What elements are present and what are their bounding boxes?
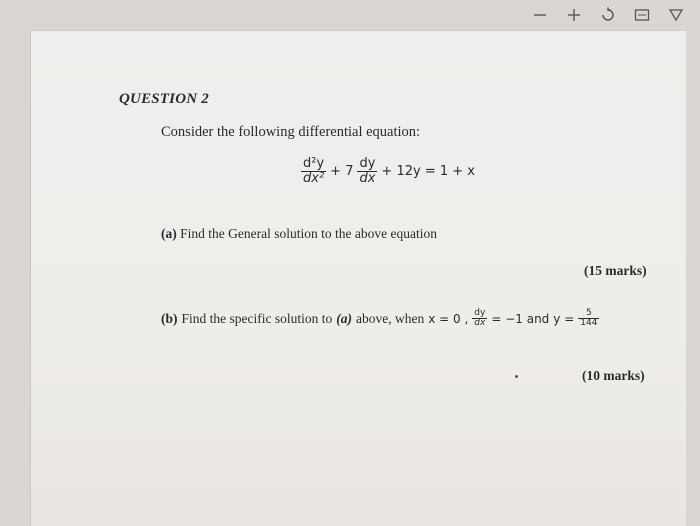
part-b [161,309,599,329]
part-a-text: Find the General solution to the above equation [180,226,437,241]
second-derivative-fraction [301,157,326,185]
plus-icon[interactable] [564,5,584,25]
equation-operator: + 7 [330,163,354,179]
toolbar [0,0,700,30]
dydx-fraction [472,309,487,329]
fraction-denominator: dx [359,170,376,186]
fraction-numerator: d²y [303,156,325,171]
fraction-denominator: 144 [580,318,598,329]
part-b-label: (b) [161,310,178,326]
part-b-marks: (10 marks) [582,368,645,383]
frame-icon[interactable] [632,5,652,25]
fraction-denominator: dx² [303,170,325,186]
part-a [161,226,437,242]
part-b-ref: (a) [336,310,352,326]
question-intro: Consider the following differential equation: [161,124,421,140]
part-a-marks: (15 marks) [584,263,647,278]
fraction-numerator: dy [474,308,486,318]
part-a-label: (a) [161,226,177,241]
part-b-text-mid: above, when [356,310,425,326]
stray-dot [515,375,518,378]
first-derivative-fraction [357,157,377,185]
question-title: QUESTION 2 [119,91,209,107]
fraction-numerator: dy [359,156,376,171]
document-page [30,30,686,526]
x-condition: x = 0 , [428,311,469,326]
y-value-fraction [578,309,599,329]
fraction-denominator: dx [474,318,486,329]
minus-icon[interactable] [530,5,550,25]
dydx-value: = −1 and [491,311,550,326]
filter-icon[interactable] [666,5,686,25]
y-condition: y = [553,311,575,326]
equation-rest: + 12y = 1 + x [381,163,475,179]
undo-rotate-icon[interactable] [598,5,618,25]
part-b-text: Find the specific solution to [181,310,333,326]
differential-equation [301,157,475,185]
fraction-numerator: 5 [586,308,592,318]
